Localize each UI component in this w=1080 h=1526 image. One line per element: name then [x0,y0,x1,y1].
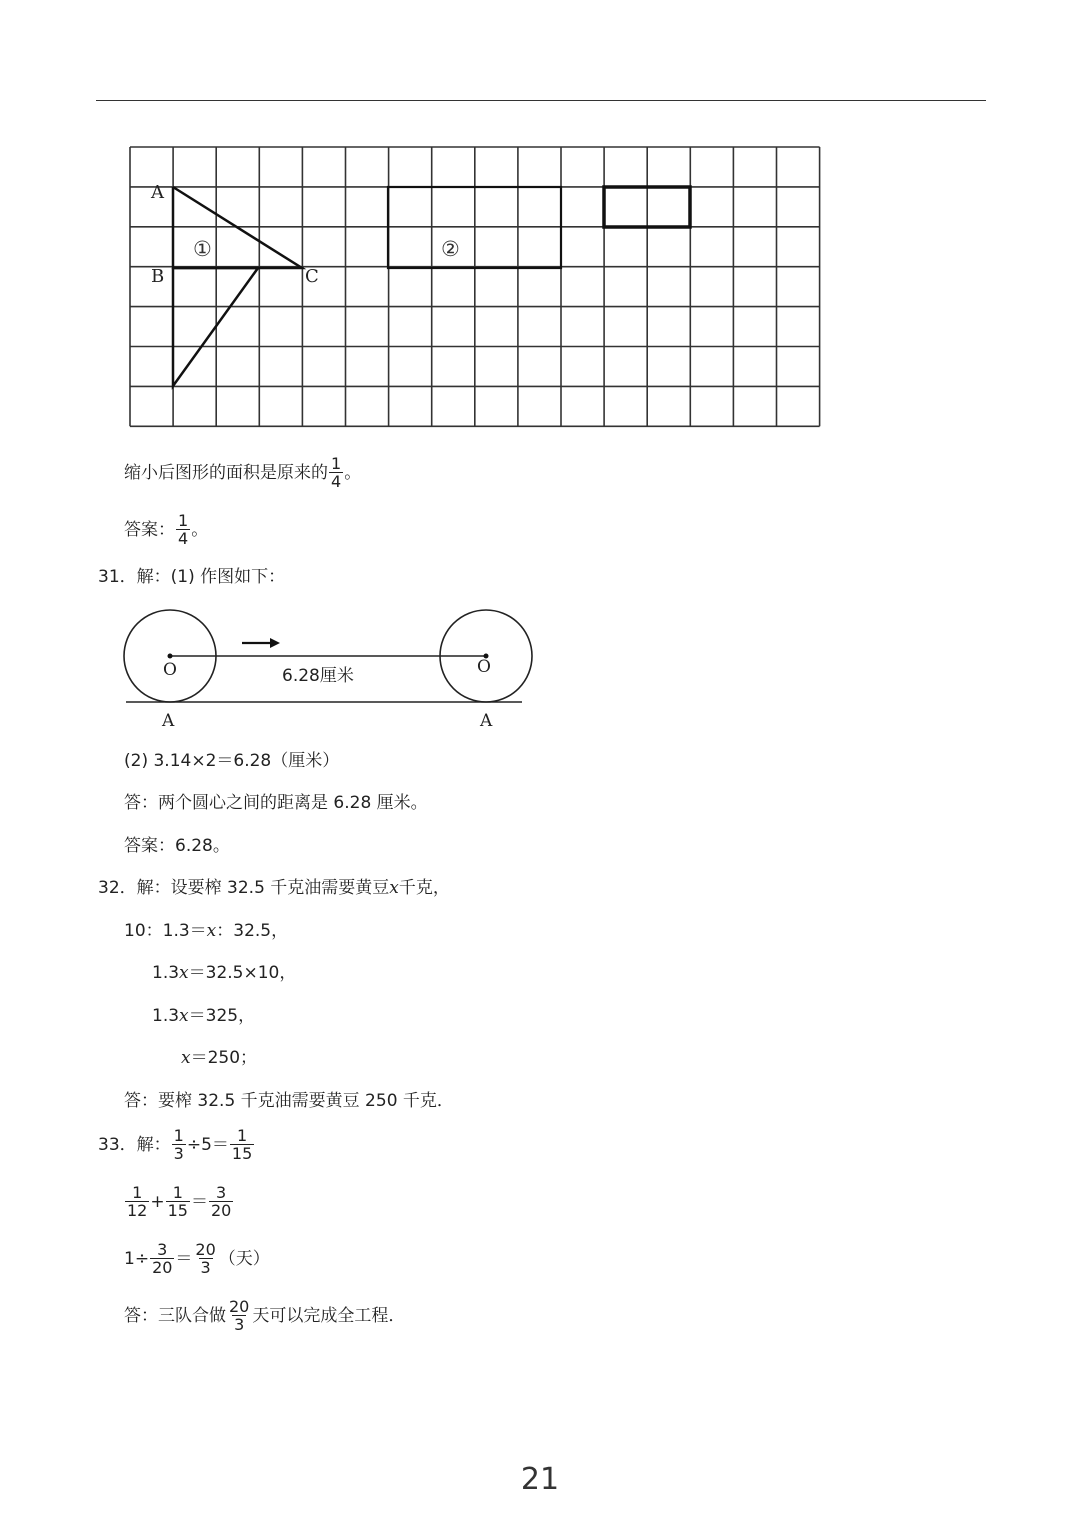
q31-step2: (2) 3.14×2＝6.28（厘米） [124,751,340,771]
center-label-left: O [163,660,177,680]
label-a: A [151,182,164,203]
fraction: $\frac{1}{3}$ [173,1126,184,1163]
circle-roll-figure [0,0,1080,740]
q33-line2: $\frac{1}{12}$ + $\frac{1}{15}$ ＝ $\frac{3}{20}$ [127,1183,232,1220]
point-label-left: A [162,711,175,731]
label-c: C [305,266,319,287]
fraction: $\frac{1}{12}$ [127,1183,148,1220]
q33-answer: 答：三队合做 $\frac{20}{3}$ 天可以完成全工程． [124,1297,406,1334]
shape-1-label: ① [193,237,212,261]
fraction: $\frac{20}{3}$ [229,1297,250,1334]
fraction: $\frac{1}{4}$ [331,454,342,491]
q31-final: 答案：6.28。 [124,836,230,856]
point-label-right: A [480,711,493,731]
fraction: $\frac{3}{20}$ [152,1240,173,1277]
q32-line3: 1.3 x ＝325， [152,1006,256,1026]
fraction: $\frac{1}{15}$ [167,1183,188,1220]
fraction: $\frac{1}{15}$ [231,1126,253,1163]
area-text: 缩小后图形的面积是原来的 [124,462,328,483]
q32-line1: 10：1.3＝ x ：32.5， [124,921,289,941]
area-statement: 缩小后图形的面积是原来的 $\frac{1}{4}$ 。 [124,454,362,491]
page-number: 21 [520,1462,560,1497]
center-label-right: O [477,657,491,677]
label-b: B [151,266,165,287]
fraction: $\frac{1}{4}$ [178,511,189,548]
arrow-head [270,638,280,648]
q32-heading: 32．解：设要榨 32.5 千克油需要黄豆 x 千克， [98,878,450,898]
shape-2-label: ② [441,237,460,261]
q33-line1: 33．解： $\frac{1}{3}$ ÷5＝ $\frac{1}{15}$ [98,1126,253,1163]
q32-answer: 答：要榨 32.5 千克油需要黄豆 250 千克． [124,1091,454,1111]
distance-label: 6.28厘米 [282,666,354,686]
fraction: $\frac{20}{3}$ [195,1240,216,1277]
q32-line2: 1.3 x ＝32.5×10， [152,963,297,983]
q32-line4: x ＝250； [181,1048,258,1068]
q33-line3: 1÷ $\frac{3}{20}$ ＝ $\frac{20}{3}$ （天） [124,1240,270,1277]
answer-30: 答案： $\frac{1}{4}$ 。 [124,511,209,548]
center-dot-left [168,654,173,659]
fraction: $\frac{3}{20}$ [210,1183,232,1220]
q31-heading: 31．解：(1) 作图如下： [98,567,286,587]
q31-answer: 答：两个圆心之间的距离是 6.28 厘米。 [124,793,428,813]
